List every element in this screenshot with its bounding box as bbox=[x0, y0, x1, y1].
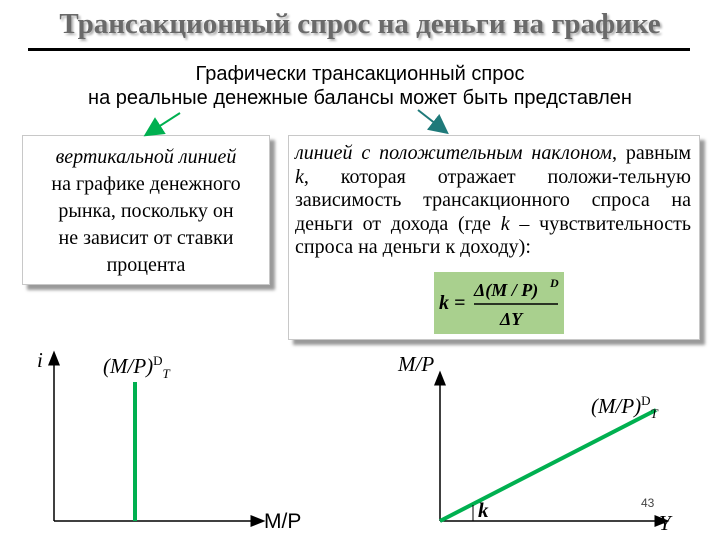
left-box-line-1: вертикальной линией bbox=[55, 146, 237, 168]
left-y-axis-label: i bbox=[37, 348, 43, 372]
right-box-k-symbol: k bbox=[295, 165, 304, 188]
left-box-line-4: не зависит от ставки bbox=[58, 227, 234, 249]
left-pointer-arrow bbox=[152, 113, 180, 131]
left-curve-label-main: (M/P) bbox=[103, 354, 154, 378]
right-x-axis-label: Y bbox=[659, 511, 671, 535]
formula-denominator: ΔY bbox=[500, 309, 523, 329]
right-curve-label bbox=[591, 393, 658, 422]
left-box-line-2: на графике денежного bbox=[51, 173, 241, 195]
left-box-line-5: процента bbox=[106, 254, 186, 276]
intro-line-1: Графически трансакционный спрос bbox=[195, 63, 525, 85]
slope-k-label: k bbox=[478, 498, 489, 522]
left-curve-label-sub: T bbox=[162, 366, 170, 382]
page-number: 43 bbox=[641, 496, 655, 510]
right-y-axis-label: M/P bbox=[398, 352, 435, 376]
right-box-lead: линией с положительным наклоном bbox=[295, 142, 612, 164]
right-curve-label-main: (M/P) bbox=[591, 394, 642, 418]
right-curve-label-sub: T bbox=[650, 406, 658, 422]
right-box-text-c: – чувствительность спроса на деньги к доходу): bbox=[295, 212, 691, 258]
right-box-text-b: , которая отражает положи-тельную зависимость трансакционного спроса на деньги от дохода (где bbox=[295, 165, 691, 235]
left-x-axis-label: M/P bbox=[264, 510, 302, 533]
right-pointer-arrow bbox=[418, 110, 441, 128]
sloped-transaction-demand-line bbox=[440, 410, 656, 521]
formula-numerator: Δ(M / P) bbox=[474, 280, 539, 300]
right-box-k-symbol-2: k bbox=[500, 212, 510, 235]
left-curve-label-sup: D bbox=[153, 353, 163, 368]
formula-numerator-sup: D bbox=[550, 276, 559, 290]
formula-lhs: k = bbox=[439, 292, 466, 314]
slide-title: Трансакционный спрос на деньги на графике bbox=[59, 8, 661, 40]
left-box-line-3: рынка, поскольку он bbox=[58, 200, 234, 222]
right-box-text-a: , равным bbox=[612, 142, 691, 164]
left-curve-label bbox=[103, 353, 170, 382]
right-curve-label-sup: D bbox=[641, 393, 651, 408]
intro-line-2: на реальные денежные балансы может быть представлен bbox=[88, 87, 632, 109]
